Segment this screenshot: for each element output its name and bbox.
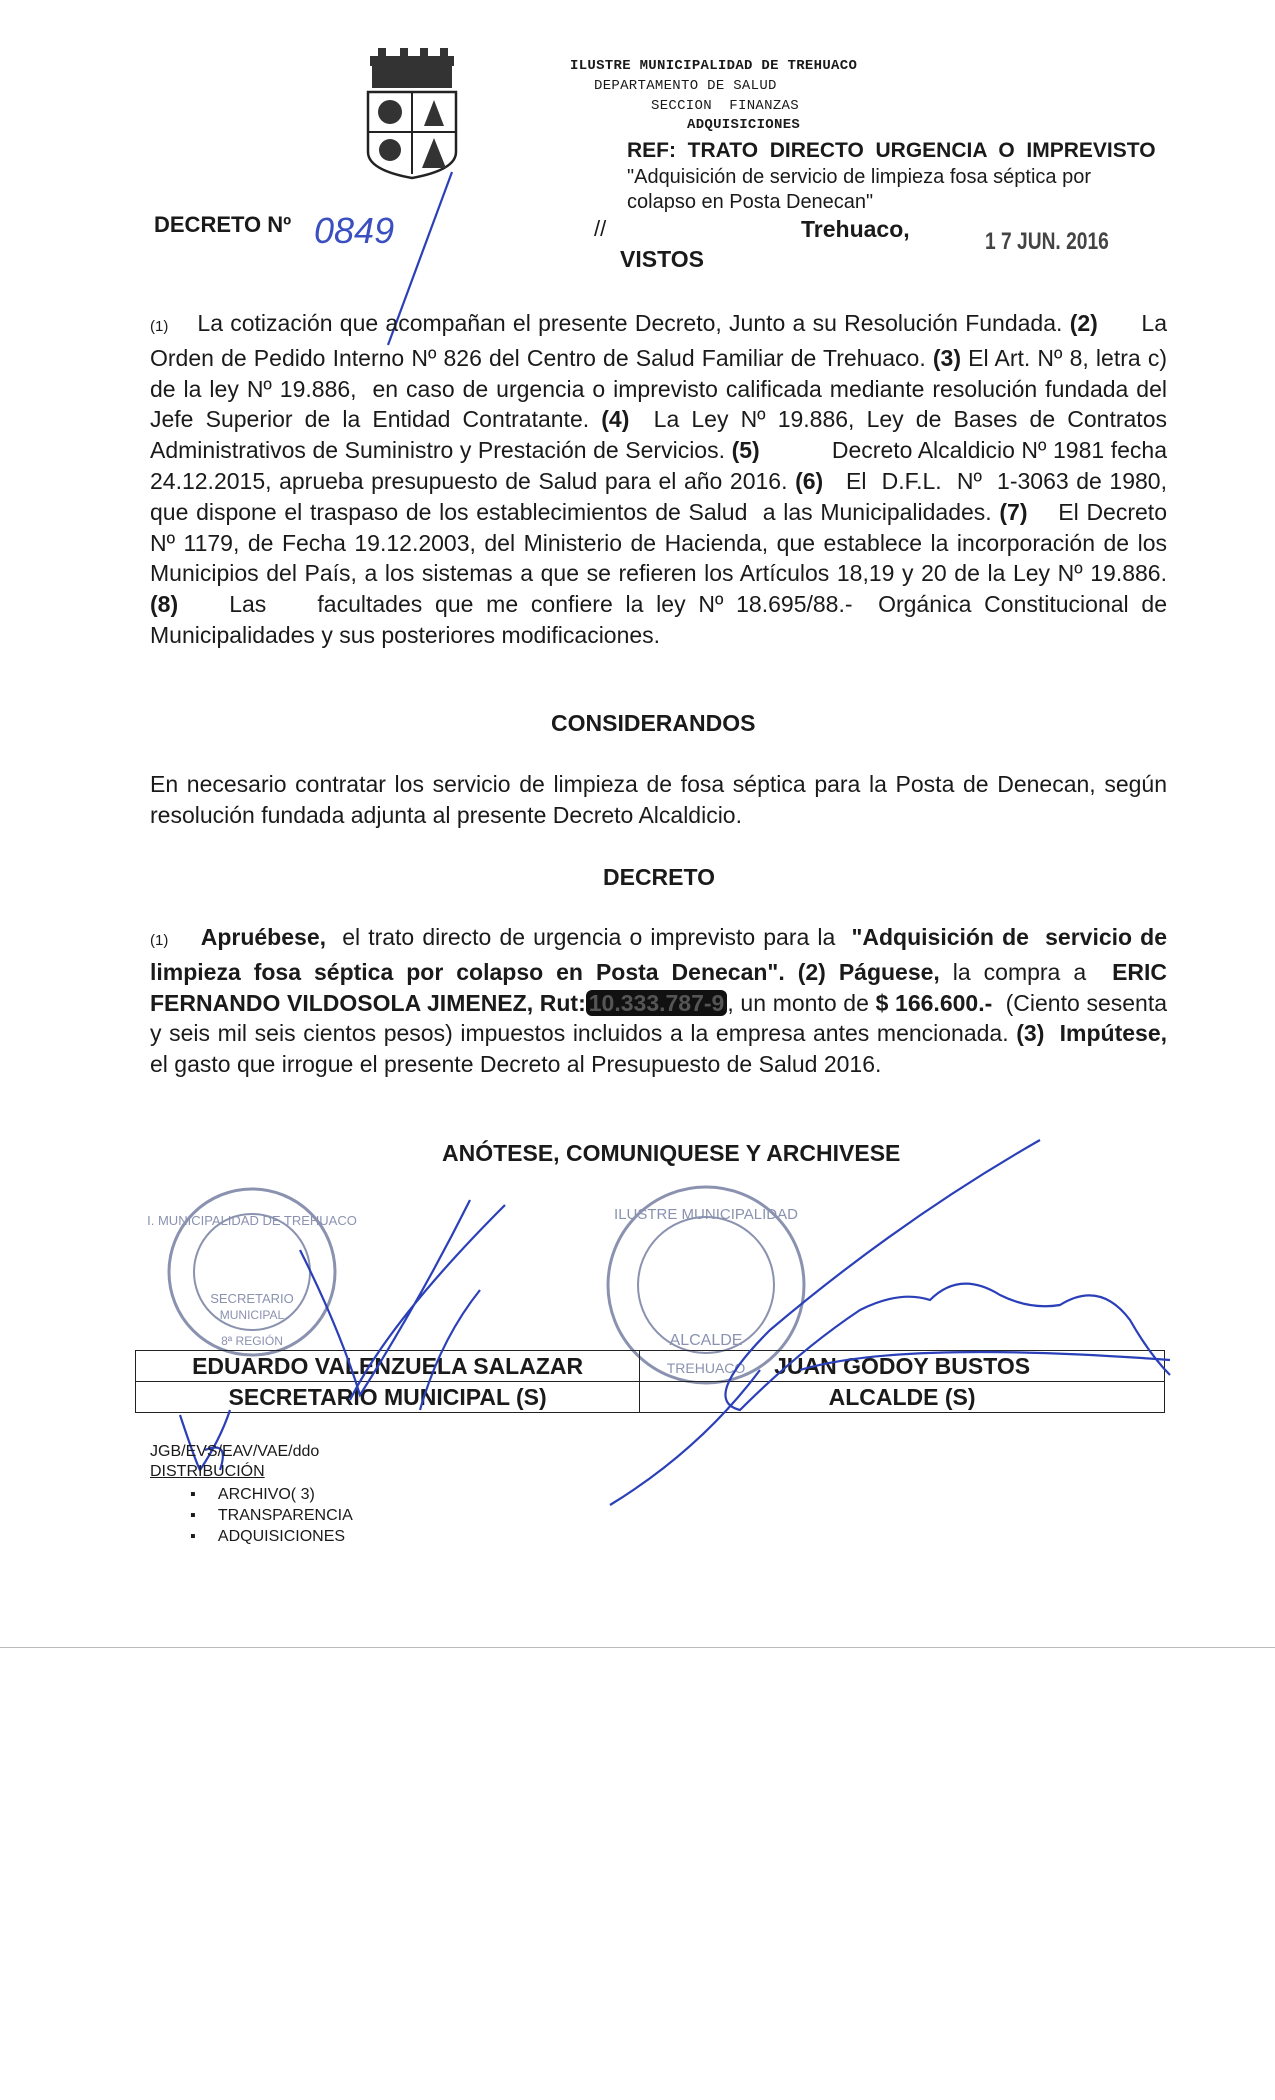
considerandos-heading: CONSIDERANDOS xyxy=(551,710,756,736)
distribution-item: ▪ TRANSPARENCIA xyxy=(190,1507,353,1524)
bold-text-segment: Impútese, xyxy=(1059,1020,1168,1047)
bold-text-segment: (5) xyxy=(731,437,760,464)
text-segment xyxy=(826,959,839,985)
considerandos-paragraph: En necesario contratar los servicio de limpieza de fosa séptica para la Posta de Denecan, según resolución fundada adjunta al presente Decreto Alcaldicio. xyxy=(150,771,1167,828)
text-segment xyxy=(785,959,798,985)
bold-text-segment: (8) xyxy=(150,591,179,618)
slashes: // xyxy=(594,216,607,241)
decreto-paragraph xyxy=(150,922,1174,1080)
stamp-text: I. MUNICIPALIDAD DE TREHUACO xyxy=(147,1213,357,1228)
header-unit: ADQUISICIONES xyxy=(687,117,801,133)
decreto-number-handwritten: 0849 xyxy=(314,210,395,251)
bold-text-segment: (3) xyxy=(932,344,962,371)
text-segment: la compra a xyxy=(939,958,1113,985)
right-signatory-title: ALCALDE (S) xyxy=(640,1382,1165,1413)
page-edge xyxy=(0,1647,1275,1648)
ref-subject-line1: "Adquisición de servicio de limpieza fosa séptica por xyxy=(627,166,1092,188)
secretary-stamp xyxy=(147,1185,357,1365)
bold-text-segment: "Adquisición de servicio de limpieza fosa séptica por colapso en Posta Denecan". xyxy=(150,924,1174,985)
stamp-text: MUNICIPAL xyxy=(219,1308,285,1322)
text-segment: (1) xyxy=(150,932,169,949)
vistos-heading: VISTOS xyxy=(620,246,704,272)
right-signatory-name: JUAN GODOY BUSTOS xyxy=(640,1351,1165,1382)
text-segment xyxy=(168,924,200,950)
closing-formula: ANÓTESE, COMUNIQUESE Y ARCHIVESE xyxy=(442,1140,901,1166)
text-segment: La cotización que acompañan el presente Decreto, Junto a su Resolución Fundada. xyxy=(168,310,1070,336)
stamp-text: SECRETARIO xyxy=(210,1291,294,1306)
redacted-rut: 10.333.787-9 xyxy=(586,990,728,1016)
text-segment: El Art. Nº 8, letra c) de la ley Nº 19.886, en caso de urgencia o imprevisto calificada mediante resolución fundada del Jefe Superior de la Entidad Contratante. xyxy=(150,344,1174,433)
header-section: SECCION FINANZAS xyxy=(651,98,799,114)
distribution-heading: DISTRIBUCIÓN xyxy=(150,1463,265,1480)
text-segment: , un monto de xyxy=(727,989,876,1016)
bold-text-segment: (6) xyxy=(795,467,824,494)
initials: JGB/EVS/EAV/VAE/ddo xyxy=(150,1443,320,1460)
header-department: DEPARTAMENTO DE SALUD xyxy=(594,78,777,94)
stamp-text: 8ª REGIÓN xyxy=(221,1334,283,1348)
left-signatory-name: EDUARDO VALENZUELA SALAZAR xyxy=(136,1351,640,1382)
text-segment: El D.F.L. Nº 1-3063 de 1980, que dispone el traspaso de los establecimientos de Salud a las Municipalidades. xyxy=(150,467,1174,525)
municipal-crest-logo xyxy=(362,48,462,178)
text-segment: La Orden de Pedido Interno Nº 826 del Centro de Salud Familiar de Trehuaco. xyxy=(150,310,1174,371)
distribution-item: ▪ ARCHIVO( 3) xyxy=(190,1486,315,1503)
stamp-text: ILUSTRE MUNICIPALIDAD xyxy=(614,1206,798,1223)
text-segment: (Ciento sesenta y seis mil seis cientos pesos) impuestos incluidos a la empresa antes mencionada. xyxy=(150,989,1174,1047)
text-segment: el trato directo de urgencia o imprevisto para la xyxy=(326,924,852,950)
left-signatory-title: SECRETARIO MUNICIPAL (S) xyxy=(136,1382,640,1413)
bold-text-segment: $ 166.600.- xyxy=(875,989,993,1016)
decreto-label: DECRETO Nº xyxy=(154,212,292,237)
ref-subject-line2: colapso en Posta Denecan" xyxy=(627,191,874,213)
text-segment xyxy=(1044,1020,1059,1046)
text-segment: el gasto que irrogue el presente Decreto al Presupuesto de Salud 2016. xyxy=(150,1020,1174,1078)
date-stamp: 1 7 JUN. 2016 xyxy=(985,228,1109,255)
vistos-paragraph xyxy=(150,308,1174,651)
header-municipality: ILUSTRE MUNICIPALIDAD DE TREHUACO xyxy=(570,58,858,74)
bold-text-segment: (2) xyxy=(797,958,826,985)
bold-text-segment: (7) xyxy=(999,498,1028,525)
stamp-text: TREHUACO xyxy=(666,1360,746,1376)
text-segment: Decreto Alcaldicio Nº 1981 fecha 24.12.2015, aprueba presupuesto de Salud para el año 2016. xyxy=(150,437,1174,494)
text-segment: Las facultades que me confiere la ley Nº 18.695/88.- Orgánica Constitucional de Municipalidades y sus posteriores modificaciones. xyxy=(150,591,1174,648)
distribution-item: ▪ ADQUISICIONES xyxy=(190,1528,346,1545)
place: Trehuaco, xyxy=(801,216,910,242)
bold-text-segment: (2) xyxy=(1069,310,1098,336)
ref-title: REF: TRATO DIRECTO URGENCIA O IMPREVISTO xyxy=(627,139,1156,162)
bold-text-segment: (3) xyxy=(1016,1020,1045,1047)
text-segment: La Ley Nº 19.886, Ley de Bases de Contratos Administrativos de Suministro y Prestación de Servicios. xyxy=(150,406,1173,464)
bold-text-segment: Páguese, xyxy=(838,958,940,985)
distribution-list xyxy=(190,1484,353,1547)
bold-text-segment: ERIC FERNANDO VILDOSOLA JIMENEZ, Rut: xyxy=(150,958,1174,1016)
text-segment: (1) xyxy=(150,318,169,335)
text-segment: El Decreto Nº 1179, de Fecha 19.12.2003, del Ministerio de Hacienda, que establece la incorporación de los Municipios del País, a los sistemas a que se refieren los Artículos 18,19 y 20 de la Ley Nº 19.886. xyxy=(150,498,1174,587)
bold-text-segment: (4) xyxy=(601,406,630,433)
bold-text-segment: Apruébese, xyxy=(200,924,326,950)
stamp-text: ALCALDE xyxy=(669,1332,743,1349)
decreto-heading: DECRETO xyxy=(603,864,716,890)
signature-table xyxy=(135,1350,1165,1413)
